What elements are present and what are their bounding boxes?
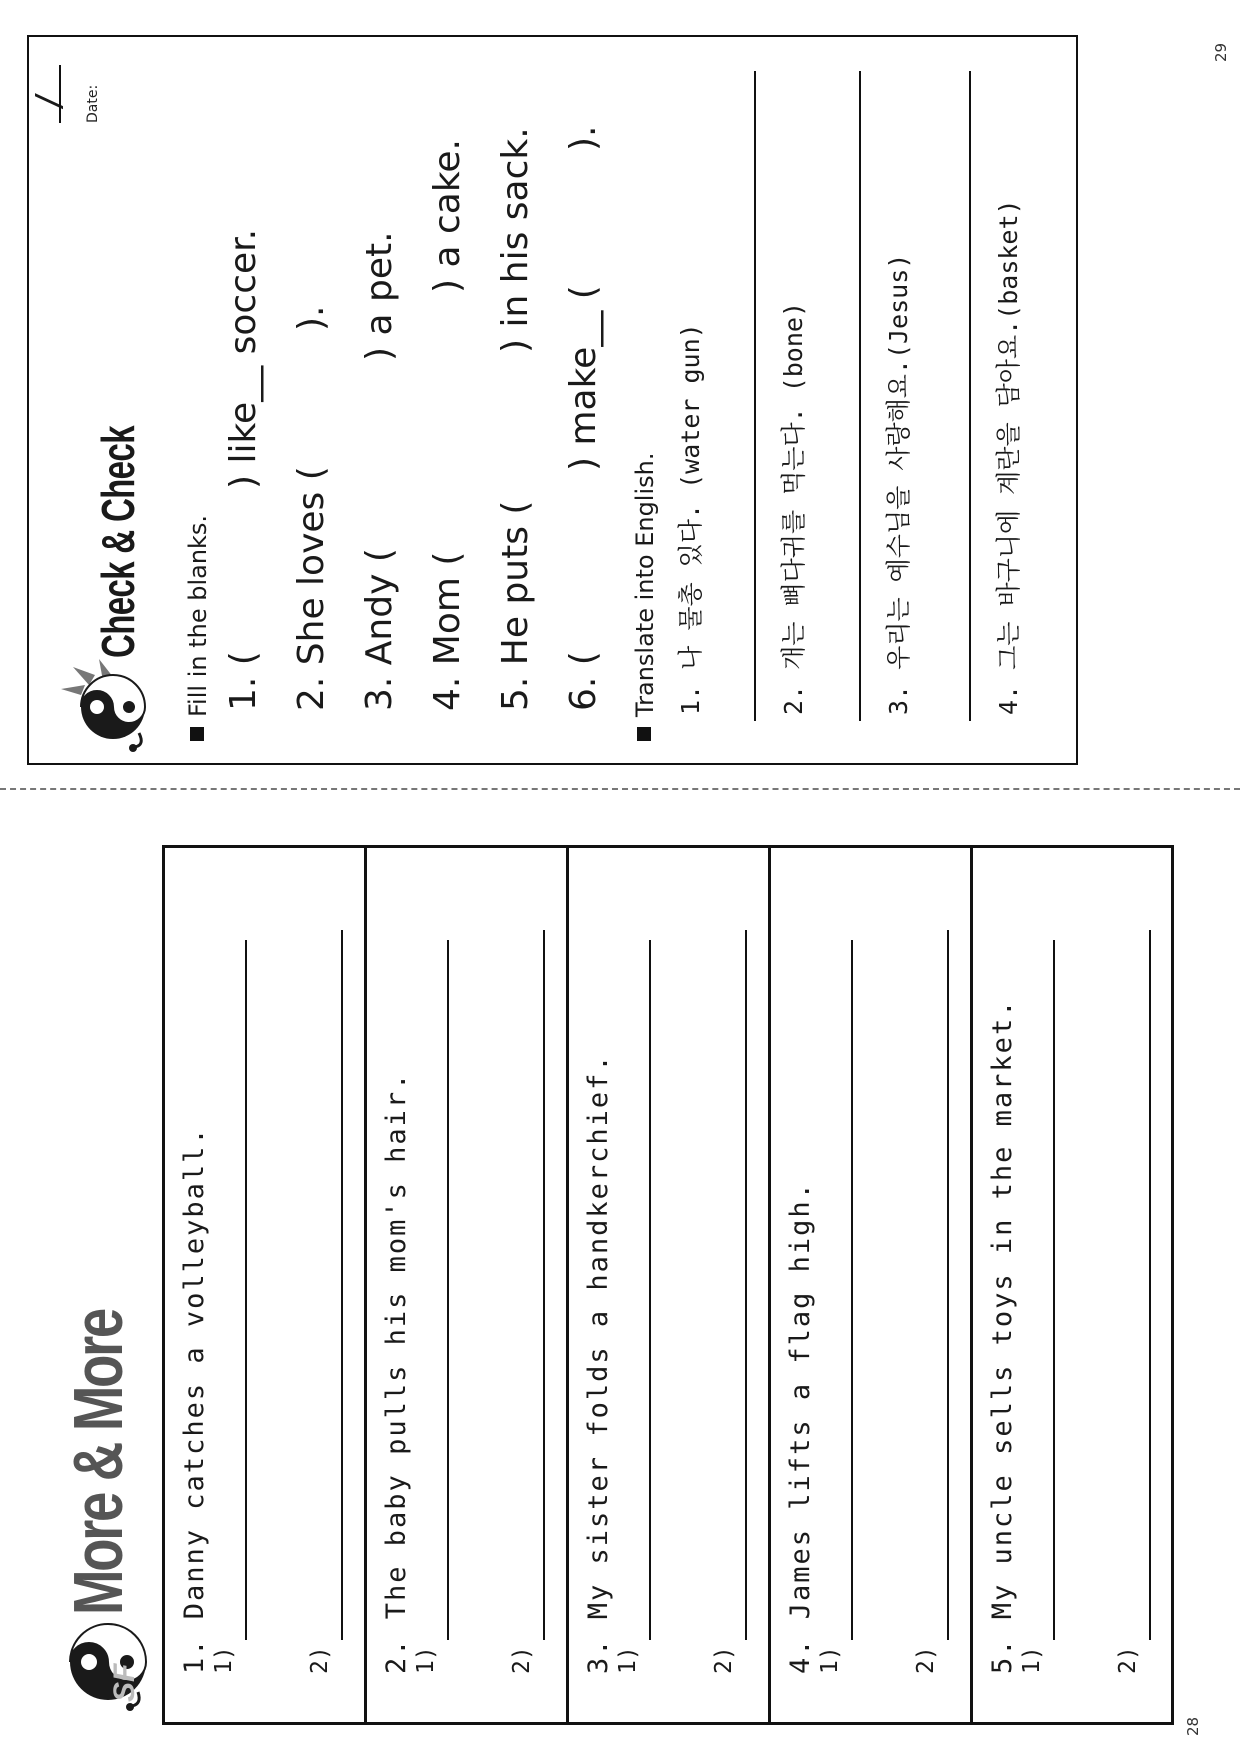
fill-item-suffix: ). xyxy=(291,305,332,331)
answer-label-2: 2) xyxy=(1115,1646,1141,1674)
exercise-item-5 xyxy=(973,848,1175,1722)
answer-line[interactable] xyxy=(1053,940,1055,1640)
answer-line[interactable] xyxy=(341,930,343,1640)
fill-blanks-heading: Fill in the blanks. xyxy=(184,515,212,741)
mascot-logo-right xyxy=(59,659,155,755)
page-title-more-and-more: More & More xyxy=(59,1310,137,1615)
answer-label-2: 2) xyxy=(307,1646,333,1674)
answer-line[interactable] xyxy=(754,71,756,721)
page-number-right: 29 xyxy=(1212,42,1230,62)
fill-item-suffix: ). xyxy=(563,125,604,151)
exercise-sentence: 3. My sister folds a handkerchief. xyxy=(583,1053,614,1674)
fill-item-prefix: 3. Andy ( xyxy=(359,548,400,711)
exercise-item-3 xyxy=(569,848,771,1722)
translate-heading: Translate into English. xyxy=(631,453,659,742)
check-box xyxy=(27,35,1078,765)
exercise-item-1 xyxy=(165,848,367,1722)
fill-item-prefix: 1. ( xyxy=(223,651,264,711)
answer-label-1: 1) xyxy=(817,1646,843,1674)
fill-item-suffix: ) like__ soccer. xyxy=(223,228,264,489)
answer-line[interactable] xyxy=(947,930,949,1640)
fill-item-suffix: ) a cake. xyxy=(427,138,468,293)
answer-label-2: 2) xyxy=(913,1646,939,1674)
sf-logo-text: SF xyxy=(108,1663,141,1702)
section-title-check-and-check: Check & Check xyxy=(92,426,144,658)
answer-label-1: 1) xyxy=(413,1646,439,1674)
translate-item-3: 3. 우리는 예수님을 사랑해요.(Jesus) xyxy=(884,253,913,715)
bullet-square-icon xyxy=(637,727,651,741)
exercise-item-4 xyxy=(771,848,973,1722)
answer-line[interactable] xyxy=(969,71,971,721)
exercise-sentence: 1. Danny catches a volleyball. xyxy=(179,1126,210,1674)
answer-label-2: 2) xyxy=(509,1646,535,1674)
date-field-line[interactable] xyxy=(59,65,61,123)
answer-label-1: 1) xyxy=(211,1646,237,1674)
translate-item-2: 2. 개는 뼈다귀를 먹는다. (bone) xyxy=(779,301,808,715)
exercise-box xyxy=(162,845,1174,1725)
answer-label-2: 2) xyxy=(711,1646,737,1674)
translate-item-1: 1. 나 물총 있다. (water gun) xyxy=(676,323,705,715)
answer-line[interactable] xyxy=(447,940,449,1640)
answer-line[interactable] xyxy=(859,71,861,721)
exercise-sentence: 2. The baby pulls his mom's hair. xyxy=(381,1071,412,1674)
exercise-item-2 xyxy=(367,848,569,1722)
answer-line[interactable] xyxy=(1149,930,1151,1640)
fill-item-prefix: 2. She loves ( xyxy=(291,466,332,711)
answer-line[interactable] xyxy=(649,940,651,1640)
fill-item-prefix: 5. He puts ( xyxy=(495,500,536,711)
answer-label-1: 1) xyxy=(1019,1646,1045,1674)
answer-line[interactable] xyxy=(851,940,853,1640)
fill-item-suffix: ) a pet. xyxy=(359,231,400,361)
fold-divider xyxy=(0,788,1240,790)
date-label: Date: xyxy=(85,84,101,123)
date-slash: / xyxy=(29,90,69,111)
fill-item-suffix: ) in his sack. xyxy=(495,127,536,353)
answer-line[interactable] xyxy=(745,930,747,1640)
answer-label-1: 1) xyxy=(615,1646,641,1674)
fill-item-prefix: 4. Mom ( xyxy=(427,551,468,711)
exercise-sentence: 4. James lifts a flag high. xyxy=(785,1181,816,1674)
fill-item-middle: ) make__ ( xyxy=(563,285,604,471)
translate-item-4: 4. 그는 바구니에 계란을 담아요.(basket) xyxy=(994,199,1023,715)
fill-item-prefix: 6. ( xyxy=(563,651,604,711)
bullet-square-icon xyxy=(190,727,204,741)
answer-line[interactable] xyxy=(245,940,247,1640)
page-number-left: 28 xyxy=(1184,1716,1202,1736)
exercise-sentence: 5. My uncle sells toys in the market. xyxy=(987,998,1018,1674)
answer-line[interactable] xyxy=(543,930,545,1640)
